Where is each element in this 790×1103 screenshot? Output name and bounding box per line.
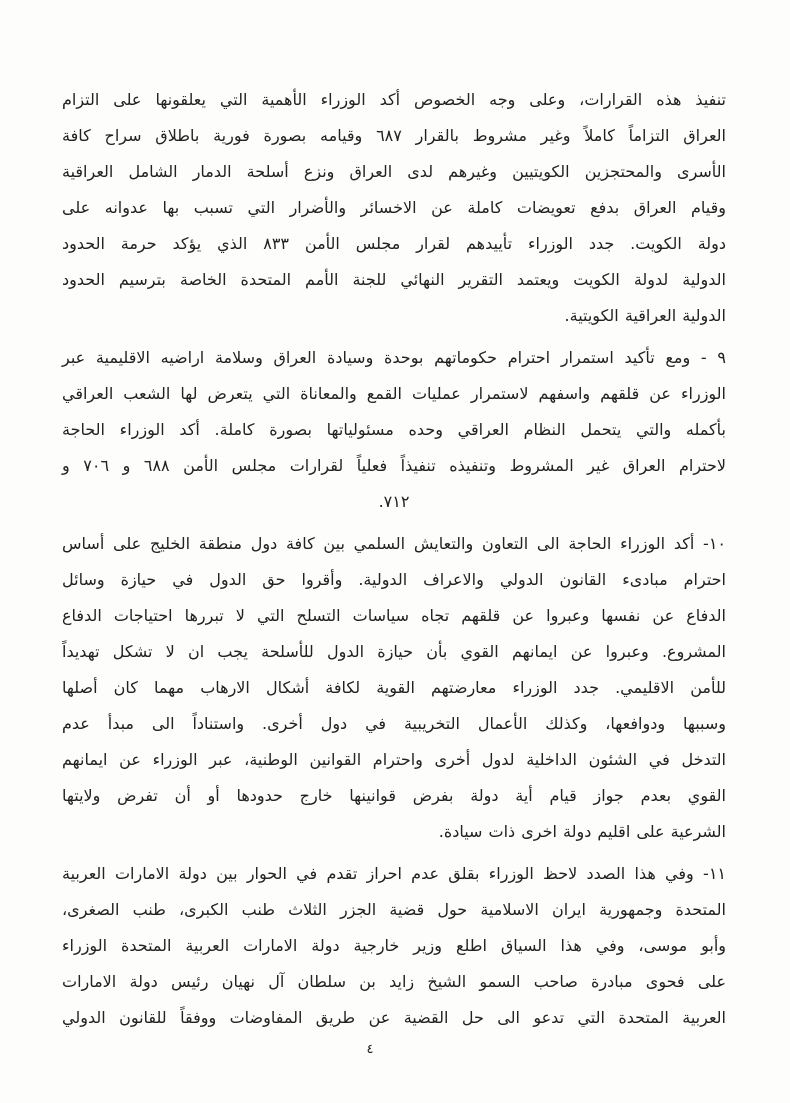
text-line: ٧١٢. <box>378 492 410 511</box>
text-line: الأسرى والمحتجزين الكويتيين وغيرهم لدى العراق ونزع أسلحة الدمار الشامل العراقية <box>62 162 726 181</box>
text-line: وسببها ودوافعها، وكذلك الأعمال التخريبية في دول أخرى. واستناداً الى مبدأ عدم <box>62 714 726 733</box>
paragraph <box>62 340 726 520</box>
paragraph <box>62 82 726 334</box>
text-line: التدخل في الشئون الداخلية لدول أخرى واحترام القوانين الوطنية، عبر الوزراء عن ايمانهم <box>62 750 726 769</box>
text-line: العربية المتحدة التي تدعو الى حل القضية عن طريق المفاوضات ووفقاً للقانون الدولي <box>62 1008 726 1027</box>
text-line: دولة الكويت. جدد الوزراء تأييدهم لقرار مجلس الأمن ٨٣٣ الذي يؤكد حرمة الحدود <box>62 234 726 253</box>
paragraph <box>62 856 726 1036</box>
text-line: الوزراء عن قلقهم واسفهم لاستمرار عمليات القمع والمعاناة التي يتعرض لها الشعب العراقي <box>62 384 726 403</box>
text-line: ١٠- أكد الوزراء الحاجة الى التعاون والتعايش السلمي بين كافة دول منطقة الخليج على أساس <box>62 534 727 553</box>
text-line: الدولية العراقية الكويتية. <box>564 306 726 325</box>
text-line: على فحوى مبادرة صاحب السمو الشيخ زايد بن سلطان آل نهيان رئيس دولة الامارات <box>62 972 726 991</box>
text-line: بأكمله والتي يتحمل النظام العراقي وحده مسئولياتها بصورة كاملة. أكد الوزراء الحاجة <box>62 420 726 439</box>
text-line: ١١- وفي هذا الصدد لاحظ الوزراء بقلق عدم احراز تقدم في الحوار بين دولة الامارات العربية <box>62 864 726 883</box>
text-line: تنفيذ هذه القرارات، وعلى وجه الخصوص أكد الوزراء الأهمية التي يعلقونها على التزام <box>62 90 726 109</box>
paragraph-number: ١٠- <box>694 534 727 553</box>
text-line: العراق التزاماً كاملاً وغير مشروط بالقرار ٦٨٧ وقيامه بصورة فورية باطلاق سراح كافة <box>62 126 726 145</box>
paragraph <box>62 526 726 850</box>
paragraph-number: ٩ - <box>690 348 726 367</box>
text-line: لاحترام العراق غير المشروط وتنفيذه تنفيذاً فعلياً لقرارات مجلس الأمن ٦٨٨ و ٧٠٦ و <box>62 456 727 475</box>
text-line: المشروع. وعبروا عن ايمانهم القوي بأن حيازة الدول للأسلحة يجب ان لا تشكل تهديداً <box>62 642 726 661</box>
paragraph-number: ١١- <box>693 864 726 883</box>
page-number: ٤ <box>366 1042 374 1057</box>
text-line: الدفاع عن نفسها وعبروا عن قلقهم تجاه سياسات التسلح التي لا تبررها احتياجات الدفاع <box>62 606 726 625</box>
document-body <box>62 82 726 1042</box>
text-line: القوي بعدم جواز قيام أية دولة بفرض قوانينها خارج حدودها أو أن تفرض ولايتها <box>62 786 726 805</box>
text-line: وقيام العراق بدفع تعويضات كاملة عن الاخسائر والأضرار التي تسبب بها عدوانه على <box>62 198 726 217</box>
text-line: احترام مبادىء القانون الدولي والاعراف الدولية. وأقروا حق الدول في حيازة وسائل <box>62 570 726 589</box>
text-line: ٩ - ومع تأكيد استمرار احترام حكوماتهم بوحدة وسيادة العراق وسلامة اراضيه الاقليمية عبر <box>62 348 726 367</box>
text-line: الدولية لدولة الكويت ويعتمد التقرير النهائي للجنة الأمم المتحدة الخاصة بترسيم الحدود <box>62 270 726 289</box>
text-line: الشرعية على اقليم دولة اخرى ذات سيادة. <box>438 822 726 841</box>
text-line: للأمن الاقليمي. جدد الوزراء معارضتهم القوية لكافة أشكال الارهاب مهما كان أصلها <box>62 678 726 697</box>
text-line: وأبو موسى، وفي هذا السياق اطلع وزير خارجية دولة الامارات العربية المتحدة الوزراء <box>62 936 726 955</box>
text-line: المتحدة وجمهورية ايران الاسلامية حول قضية الجزر الثلاث طنب الكبرى، طنب الصغرى، <box>62 900 726 919</box>
